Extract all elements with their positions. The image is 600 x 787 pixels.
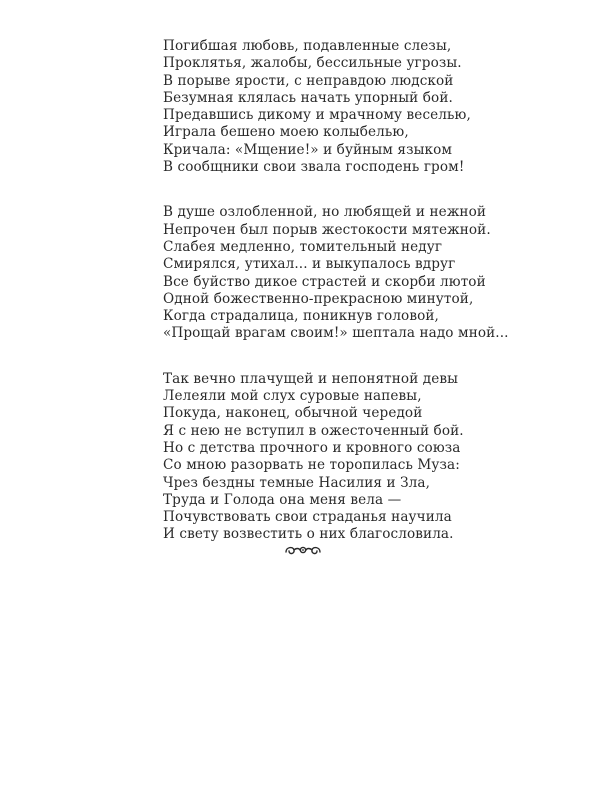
poem-line: И свету возвестить о них благословила. [163, 526, 454, 543]
poem-line: Проклятья, жалобы, бессильные угрозы. [163, 55, 462, 72]
poem-line: Непрочен был порыв жестокости мятежной. [163, 221, 491, 238]
poem-line: Играла бешено моею колыбелью, [163, 124, 409, 141]
poem-line: Предавшись дикому и мрачному веселью, [163, 107, 471, 124]
poem-line: Одной божественно-прекрасною минутой, [163, 290, 474, 307]
poem-line: Я с нею не вступил в ожесточенный бой. [163, 422, 464, 439]
poem-line: В порыве ярости, с неправдою людской [163, 72, 454, 89]
poem-line: Почувствовать свои страданья научила [163, 509, 452, 526]
poem-line: Но с детства прочного и кровного союза [163, 439, 461, 456]
poem [163, 38, 509, 572]
poem-line: Все буйство дикое страстей и скорби лютой [163, 273, 486, 290]
poem-line: Так вечно плачущей и непонятной девы [163, 370, 459, 387]
poem-line: Чрез бездны темные Насилия и Зла, [163, 474, 431, 491]
poem-line: Когда страдалица, поникнув головой, [163, 308, 439, 325]
poem-line: Труда и Голода она меня вела — [163, 491, 402, 508]
poem-line: В душе озлобленной, но любящей и нежной [163, 204, 487, 221]
poem-line: Смирялся, утихал... и выкупалось вдруг [163, 256, 456, 273]
stanza-2 [163, 204, 509, 342]
stanza-1 [163, 38, 471, 176]
poem-line: В сообщники свои звала господень гром! [163, 159, 465, 176]
poem-line: Слабея медленно, томительный недуг [163, 238, 443, 255]
decorative-flourish-icon [283, 540, 323, 560]
poem-line: Погибшая любовь, подавленные слезы, [163, 38, 452, 54]
poem-line: Покуда, наконец, обычной чередой [163, 405, 423, 422]
poem-line: Со мною разорвать не торопилась Муза: [163, 457, 460, 474]
poem-line: Безумная клялась начать упорный бой. [163, 89, 453, 106]
poem-line: «Прощай врагам своим!» шептала надо мной... [163, 325, 509, 342]
poem-line: Кричала: «Мщение!» и буйным языком [163, 141, 453, 158]
poem-line: Лелеяли мой слух суровые напевы, [163, 388, 422, 405]
stanza-3 [163, 371, 463, 544]
